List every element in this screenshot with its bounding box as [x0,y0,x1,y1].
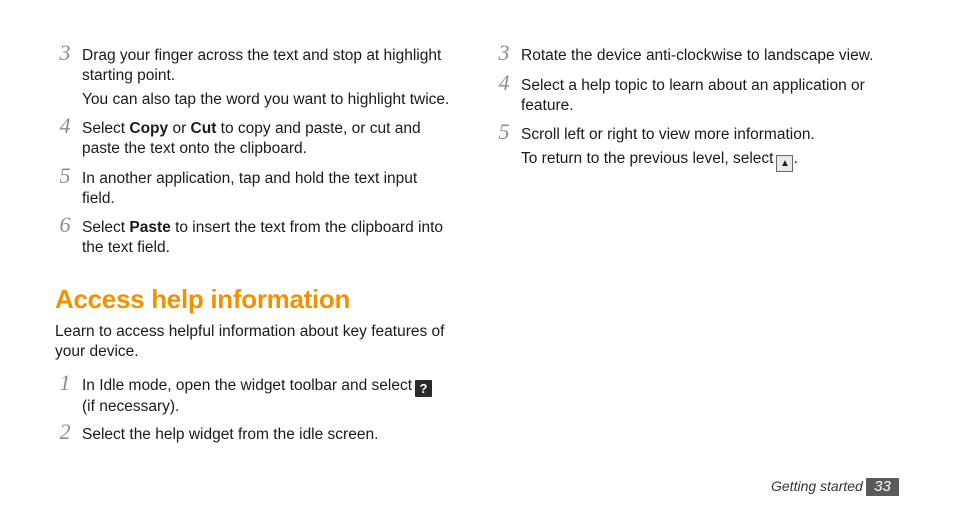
step-2-help-widget [59,419,452,445]
step-4-select-topic [498,70,891,116]
step-number: 2 [59,419,71,444]
page-number: 33 [866,478,899,496]
step-number: 3 [59,40,71,65]
section-title: Access help information [55,284,351,314]
help-icon: ? [415,380,432,397]
step-number: 5 [59,163,71,188]
step-subtext: You can also tap the word you want to highlight twice. [82,91,450,108]
paste-label: Paste [129,219,171,236]
step-text: Rotate the device anti-clockwise to landscape view. [521,47,874,64]
step-text: Select Paste to insert the text from the clipboard into the text field. [82,219,444,256]
step-number: 3 [498,40,510,65]
step-6-paste [59,212,462,258]
step-subtext: To return to the previous level, select ▲ . [521,149,901,172]
step-number: 4 [59,113,71,138]
step-text: In Idle mode, open the widget toolbar and select ? (if necessary). [82,376,452,417]
intro-text: Learn to access helpful information about key features of your device. [55,323,445,360]
step-1-idle-mode [59,370,452,417]
step-number: 4 [498,70,510,95]
back-icon: ▲ [776,155,793,172]
step-text: Drag your finger across the text and stop at highlight starting point. [82,47,442,84]
step-number: 6 [59,212,71,237]
step-text: Select the help widget from the idle screen. [82,426,379,443]
step-3-drag [59,40,462,110]
step-3-rotate [498,40,901,66]
copy-label: Copy [129,120,169,137]
step-text: Scroll left or right to view more information. [521,126,815,143]
step-text: Select Copy or Cut to copy and paste, or cut and paste the text onto the clipboard. [82,120,421,157]
cut-label: Cut [190,120,217,137]
step-5-tap-hold [59,163,452,209]
step-number: 5 [498,119,510,144]
step-text: Select a help topic to learn about an application or feature. [521,77,865,114]
step-5-scroll [498,119,901,172]
step-4-copy-cut [59,113,462,159]
footer-section-label: Getting started [771,478,863,494]
step-text: In another application, tap and hold the text input field. [82,170,418,207]
step-number: 1 [59,370,71,395]
